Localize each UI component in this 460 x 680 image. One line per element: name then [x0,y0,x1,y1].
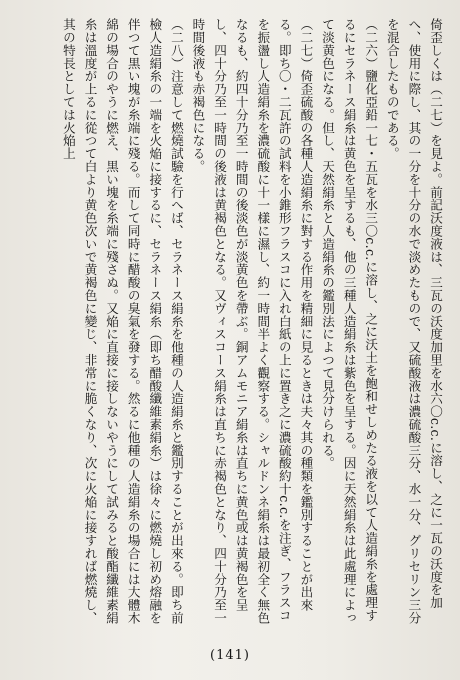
page-number: (141) [210,648,250,663]
paragraph-28: （二八）注意して燃燒試驗を行へば、セラネース絹糸を他種の人造絹糸と鑑別することが出來る。即ち前檢人造絹糸の一端を火焔に接するに、セラネース絹糸（即ち醋酸纖維素絹糸）は徐々に燃燒し初め熔融を伴つて黒い塊が糸端に殘る。而して同時に醋酸の臭氣を發する。然るに他種の人造絹糸の場合には大體木綿の場合のやうに燃え、黒い塊を糸端に殘さぬ。又焔に直接に接しないやうにして試みると酸酯纖維素絹糸は溫度が上るに從つて白より黄色次いで黄褐色に變じ、非常に脆くなり、次に火焔に接すれば燃燒し、其の特長としては火焔上 [60,18,184,625]
vertical-text-body [14,18,446,630]
paragraph-continued: 倚歪しくは（二七）を見よ。前記沃度液は、三瓦の沃度加里を水六〇c.c.に溶し、之に一瓦の沃度を加へ、使用に際し、其の一分を十分の水で淡めたもので、又硫酸液は濃硫酸三分、水一分、グリセリン三分を混合したものである。 [384,18,443,625]
paragraph-26: （二六）鹽化亞鉛一七・五瓦を水三〇c.c.に溶し、之に沃土を飽和せしめたる液を以て人造絹糸を處理するにセラネース絹糸は黄色を呈するも、他の三種人造絹糸は紫色を呈する。因に天然絹糸は此處理によって淡黄色になる。但し、天然絹糸と人造絹糸の鑑別法によつて見分けられる。 [320,18,379,625]
paragraph-27: （二七）倚歪硫酸の各種人造絹糸に對する作用を精細に見るときは夫々其の種類を鑑別することが出來る。即ち〇・二瓦許の試料を小錐形フラスコに入れ白紙の上に置き之に濃硫酸約十c.c.を注ぎ、フラスコを振盪し人造絹糸を濃硫酸に十一樣に濕し、約一時間半よく觀察する。シャルドンネ絹糸は最初全く無色なるも、約四十分乃至一時間の後淡色が淡黄色を帶ぶ。銅アムモニア絹糸は直ちに黄色或は黄褐色を呈し、四十分乃至一時間の後液は黄褐色となる。又ヴィスコース絹糸は直ちに赤褐色となり、四十分乃至一時間後液も赤褐色になる。 [190,18,314,625]
